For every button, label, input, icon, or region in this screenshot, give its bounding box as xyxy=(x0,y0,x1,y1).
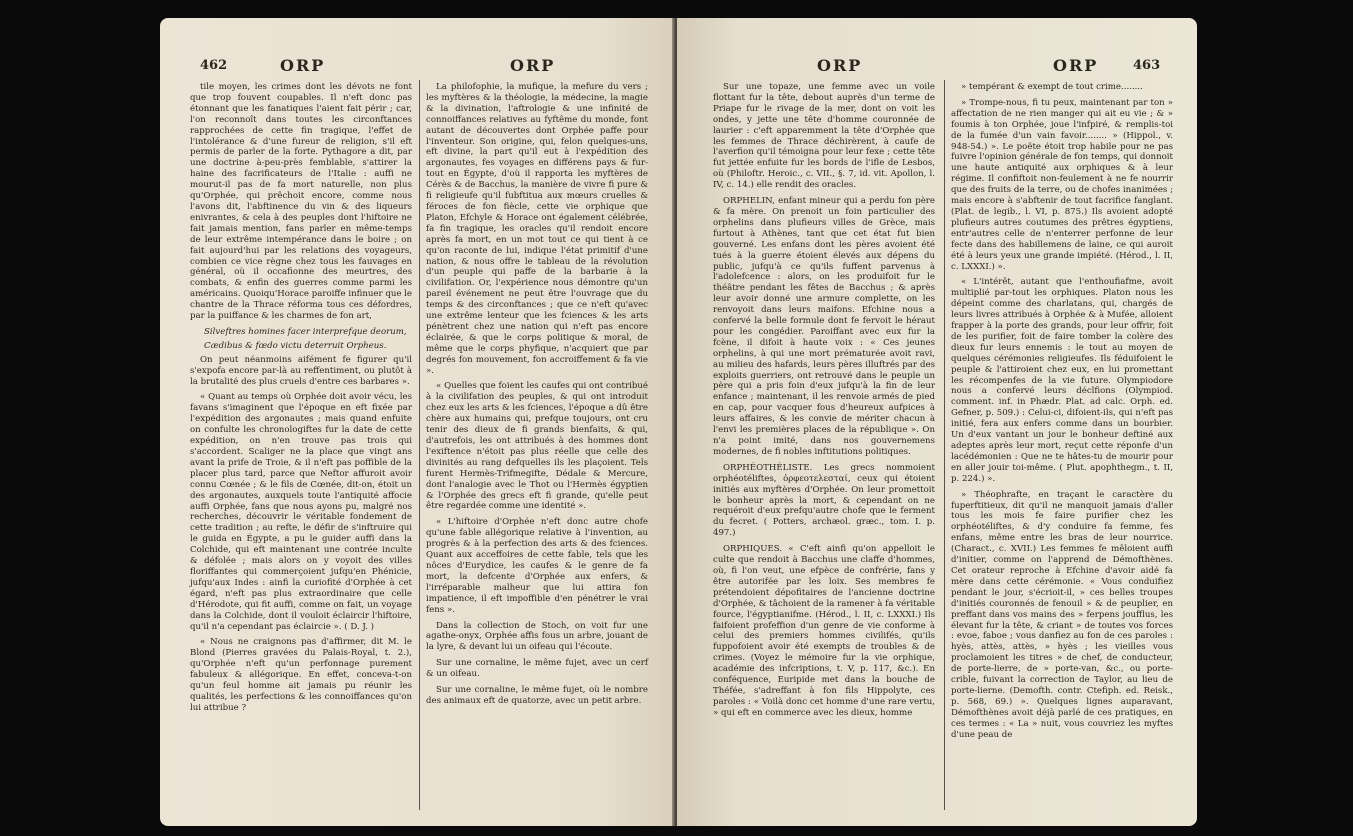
text-column-1 xyxy=(713,82,935,724)
column-rule xyxy=(419,80,420,810)
entry-orphiques: ORPHIQUES. « C'eft ainfi qu'on appelloit le culte que rendoit à Bacchus une claffe d'hommes, où, fi l'on veut, une efpèce de confrérie, fans y être autorifée par les loix. Ses membres fe prétendoient dépofitaires de l'ancienne doctrine d'Orphée, & tâchoient de la ramener à fa véritable fource, l'égyptianifme. (Hérod., l. II, c. LXXXI.) Ils faifoient profeffion d'un genre de vie conforme à celui des premiers hommes civilifés, qu'ils fuppofoient avoir été exempts de troubles & de crimes. (Voyez le mémoire fur la vie orphique, académie des infcriptions, t. V, p. 117, &c.). En conféquence, Euripide met dans la bouche de Théfée, s'adreffant à fon fils Hippolyte, ces paroles : « Voilà donc cet homme d'une rare vertu, » qui eft en commerce avec les dieux, homme xyxy=(713,544,935,718)
paragraph: Sur une cornaline, le même fujet, avec un cerf & un oifeau. xyxy=(426,658,648,680)
running-header: ORP xyxy=(280,56,326,75)
running-header: ORP xyxy=(817,56,863,75)
verse-line: Cædibus & fœdo victu deterruit Orpheus. xyxy=(204,340,387,351)
running-header: ORP xyxy=(510,56,556,75)
entry-orphelin: ORPHELIN, enfant mineur qui a perdu fon père & fa mère. On prenoit un foin particulier des orphelins dans plufieurs villes de Grèce, mais furtout à Athènes, tant que cet état fut bien gouverné. Les enfans dont les pères avoient été tués à la guerre étoient élevés aux dépens du public, jufqu'à ce qu'ils fuffent parvenus à l'adolefcence : alors, on les produifoit fur le théâtre pendant les fêtes de Bacchus ; & après leur avoir donné une armure complette, on les renvoyoit dans leurs maifons. Efchine nous a confervé la belle formule dont fe fervoit le héraut pour les congédier. Paroiffant avec eux fur la fcène, il difoit à haute voix : « Ces jeunes orphelins, à qui une mort prématurée avoit ravi, au milieu des hafards, leurs pères illuftrés par des exploits guerriers, ont retrouvé dans le peuple un père qui a pris foin d'eux jufqu'à la fin de leur enfance ; maintenant, il les renvoie armés de pied en cap, pour vacquer fous d'heureux aufpices à leurs affaires, & les convie de mériter chacun à l'envi les premières places de la république ». On n'a point imité, dans nos gouvernemens modernes, de fi nobles inftitutions politiques. xyxy=(713,196,935,457)
verse-line: Silveftres homines facer interprefque deorum, xyxy=(204,326,407,337)
paragraph: « Quelles que foient les caufes qui ont contribué à la civilifation des peuples, & qui ont introduit chez eux les arts & les fciences, l'époque a dû être chère aux humains qui, prefque toujours, ont cru tenir des dieux de fi grands bienfaits, & qui, d'autrefois, les ont attribués à des hommes dont l'exiftence n'étoit pas plus réelle que celle des divinités au rang defquelles ils les plaçoient. Tels furent Hermès-Trifmegifte, Dédale & Mercure, dont l'analogie avec le Thot ou l'Hermès égyptien & l'Orphée des grecs eft fi grande, qu'elle peut être regardée comme une identité ». xyxy=(426,381,648,512)
paragraph: « L'intérêt, autant que l'enthoufiafme, avoit multiplié par-tout les orphiques. Platon nous les dépeint comme des charlatans, qui, chargés de leurs livres attribués à Orphée & à Mufée, alloient frapper à la porte des grands, pour leur offrir, foit de les purifier, foit de faire tomber la colère des dieux fur leurs ennemis : le tout au moyen de quelques cérémonies religieufes. Ils féduifoient le peuple & l'attiroient chez eux, en lui promettant les récompenfes de la vie future. Olympiodore nous a confervé leurs déclfions (Olympiod. comment. inf. in Phædr. Plat. ad calc. Orph. ed. Gefner, p. 509.) : Celui-ci, difoient-ils, qui n'eft pas initié, fera aux enfers comme dans un bourbier. Un d'eux vantant un jour le bonheur deftiné aux adeptes après leur mort, reçut cette réponfe d'un lacédémonien : Que ne te hâtes-tu de mourir pour en aller jouir toi-même. ( Plut. apophthegm., t. II, p. 224.) ». xyxy=(951,277,1173,484)
text-column-2 xyxy=(426,82,648,712)
column-rule xyxy=(944,80,945,810)
right-page xyxy=(677,18,1197,826)
text-column-2 xyxy=(951,82,1173,745)
page-number: 463 xyxy=(1133,58,1161,73)
paragraph: Dans la collection de Stoch, on voit fur une agathe-onyx, Orphée affis fous un arbre, jouant de la lyre, & devant lui un oifeau qui l'écoute. xyxy=(426,620,648,653)
paragraph: » tempérant & exempt de tout crime........ xyxy=(961,82,1143,92)
running-header: ORP xyxy=(1053,56,1099,75)
paragraph: Sur une topaze, une femme avec un voile flottant fur la tête, debout auprès d'un terme de Priape fur le rivage de la mer, dont on voit les ondes, y jette une tête d'homme couronnée de laurier : c'eft apparemment la tête d'Orphée que les femmes de Thrace déchirèrent, à caufe de l'averfion qu'il témoigna pour leur fexe ; cette tête fut jettée enfuite fur les bords de l'ifle de Lesbos, où (Philoftr. Heroic., c. VII., §. 7, id. vit. Apollon, l. IV, c. 14.) elle rendit des oracles. xyxy=(713,82,935,191)
paragraph: « Quant au temps où Orphée doit avoir vécu, les favans s'imaginent que l'époque en eft fixée par l'expédition des argonautes ; mais quand enfuite on confulte les chronologiftes fur la date de cette expédition, on n'en trouve pas trois qui s'accordent. Scaliger ne la place que vingt ans avant la prife de Troie, & il n'eft pas poffible de la placer plus tard, parce que Neftor affuroit avoir connu Cœnée ; & le fils de Cœnée, dit-on, étoit un des argonautes, auxquels toute l'antiquité affocie auffi Orphée, fans que nous ayons pu, malgré nos recherches, découvrir le véritable fondement de cette tradition ; au refte, le défir de s'inftruire qui le guida en Égypte, a pu le guider auffi dans la Colchide, qui eft maintenant une contrée inculte & défolée ; mais alors on y voyoit des villes floriffantes qui commerçoient jufqu'en Phénicie, jufqu'aux Indes : ainfi la curiofité d'Orphée à cet égard, n'eft pas plus extraordinaire que celle d'Hérodote, qui fit auffi, comme on fait, un voyage dans la Colchide, dont il vouloit éclaircir l'hiftoire, qu'il n'a cependant pas éclaircie ». ( D. J. ) xyxy=(190,392,412,632)
paragraph: On peut néanmoins aifément fe figurer qu'il s'expofa encore par-là au reffentiment, ou plutôt à la brutalité des plus cruels d'entre ces barbares ». xyxy=(190,354,412,387)
paragraph: » Théophrafte, en traçant le caractère du fuperftitieux, dit qu'il ne manquoit jamais d'aller tous les mois fe faire purifier chez les orphéotéliftes, & d'y conduire fa femme, fes enfans, même entre les bras de leur nourrice. (Charact., c. XVII.) Les femmes fe mêloient auffi d'initier, comme on l'apprend de Démofthènes. Cet orateur reproche à Efchine d'avoir aidé fa mère dans cette cérémonie. « Vous conduifiez pendant le jour, s'écrioit-il, » ces belles troupes d'initiés couronnés de fenouil » & de peuplier, en preffant dans vos mains des » ferpens joufflus, les élevant fur la tête, & criant » de toutes vos forces : evoe, faboe ; vous danfiez au fon de ces paroles : hyès, attès, attès, » hyès ; les vieilles vous proclamoient les titres » de chef, de conducteur, de porte-lierre, de » porte-van, &c., ou porte-crible, fuivant la correction de Taylor, au lieu de porte-lierne. (Demofth. contr. Ctefiph. ed. Reisk., p. 568, 69.) ». Quelques lignes auparavant, Démofthènes avoit déjà parlé de ces pratiques, en ces termes : « La » nuit, vous couvriez les myftes d'une peau de xyxy=(951,489,1173,740)
paragraph: « L'hiftoire d'Orphée n'eft donc autre chofe qu'une fable allégorique relative à l'invention, au progrès & à la perfection des arts & des fciences. Quant aux acceffoires de cette fable, tels que les nôces d'Eurydice, les caufes & le genre de fa mort, la defcente d'Orphée aux enfers, & l'irréparable malheur que lui attira fon impatience, il eft impoffible d'en pénétrer le vrai fens ». xyxy=(426,517,648,615)
page-number: 462 xyxy=(200,58,228,73)
entry-orpheotheliste: ORPHÉOTHÉLISTE. Les grecs nommoient orphéotéliftes, ὀρφεοτελεσταί, ceux qui étoient initiés aux myftères d'Orphée. On leur promettoit le bonheur après la mort, & cependant on ne requéroit d'eux prefqu'autre chofe que le ferment du fecret. ( Potters, archæol. græc., tom. I. p. 497.) xyxy=(713,462,935,539)
text-column-1 xyxy=(190,82,412,719)
paragraph: « Nous ne craignons pas d'affirmer, dit M. le Blond (Pierres gravées du Palais-Royal, t. 2.), qu'Orphée n'eft qu'un perfonnage purement fabuleux & allégorique. En effet, conceva-t-on qu'un feul homme ait jamais pu réunir les qualités, les perfections & les connoiffances qu'on lui attribue ? xyxy=(190,637,412,713)
paragraph: Sur une cornaline, le même fujet, où le nombre des animaux eft de quatorze, avec un petit arbre. xyxy=(426,685,648,706)
paragraph: » Trompe-nous, fi tu peux, maintenant par ton » affectation de ne rien manger qui ait eu vie ; & » foumis à ton Orphée, joue l'infpiré, & remplis-toi de la fumée d'un vain favoir........ » (Hippol., v. 948-54.) ». Le poëte étoit trop habile pour ne pas fuivre l'opinion générale de fon temps, qui donnoit une haute antiquité aux orphiques & à leur régime. Il confiftoit non-feulement à ne fe nourrir que des fruits de la terre, ou de chofes inanimées ; mais encore à s'abftenir de tout facrifice fanglant. (Plat. de legib., l. VI, p. 875.) Ils avoient adopté plufieurs autres coutumes des prêtres égyptiens, entr'autres celle de n'enterrer perfonne de leur fecte dans des habillemens de laine, ce qui auroit été à leurs yeux une grande impiété. (Hérod., l. II, c. LXXXI.) ». xyxy=(951,97,1173,272)
left-page xyxy=(160,18,675,826)
paragraph: tile moyen, les crimes dont les dévots ne font que trop fouvent coupables. Il n'eft donc pas étonnant que les fanatiques l'aient fait périr ; car, l'on reconnoît dans toutes les circonftances rapprochées de cette fin tragique, l'effet de l'intolérance & d'une fureur de religion, s'il eft permis de parler de la forte. Pythagore a dit, par une doctrine à-peu-près femblable, s'attirer la haine des facrificateurs de l'Italie : auffi ne mourut-il pas de fa mort naturelle, non plus qu'Orphée, qui prêchoit encore, comme nous l'avons dit, l'abftinence du vin & des liqueurs enivrantes, & cela à des peuples dont l'hiftoire ne fait jamais mention, fans parler en même-temps de leur extrême intempérance dans le boire ; on fait aujourd'hui par les relations des voyageurs, combien ce vice règne chez tous les fauvages en général, où il occafionne des meurtres, des combats, & enfin des guerres comme parmi les américains. Quoiqu'Horace paroiffe infinuer que le chantre de la Thrace réforma tous ces défordres, par la puiffance & les charmes de fon art, xyxy=(190,82,413,322)
paragraph: La philofophie, la mufique, la mefure du vers ; les myftères & la théologie, la médecine, la magie & la divination, l'aftrologie & une infinité de connoiffances relatives au fyftême du monde, font autant de découvertes dont Orphée paffe pour l'inventeur. Son origine, qui, felon quelques-uns, eft divine, la part qu'il eut à l'expédition des argonautes, fes voyages en différens pays & fur-tout en Égypte, d'où il rapporta les myftères de Cérès & de Bacchus, la manière de vivre fi pure & fi religieufe qu'il fubftitua aux mœurs cruelles & féroces de fon fiècle, cette vie orphique que Platon, Efchyle & Horace ont également célébrée, fa fin tragique, les oracles qu'il rendoit encore après fa mort, en un mot tout ce qui tient à ce qu'on raconte de lui, indique l'état primitif d'une nation, & nous offre le tableau de la révolution d'un peuple qui paffe de la barbarie à la civilifation. Or, l'expérience nous démontre qu'un pareil événement ne peut être l'ouvrage que du temps & des circonftances ; que ce n'eft qu'avec une extrême lenteur que les fciences & les arts pénètrent chez une nation qui n'eft pas encore éclairée, & que le corps politique & moral, de même que le corps phyfique, n'acquiert que par degrés fon mouvement, fon accroiffement & fa vie ». xyxy=(426,82,648,376)
